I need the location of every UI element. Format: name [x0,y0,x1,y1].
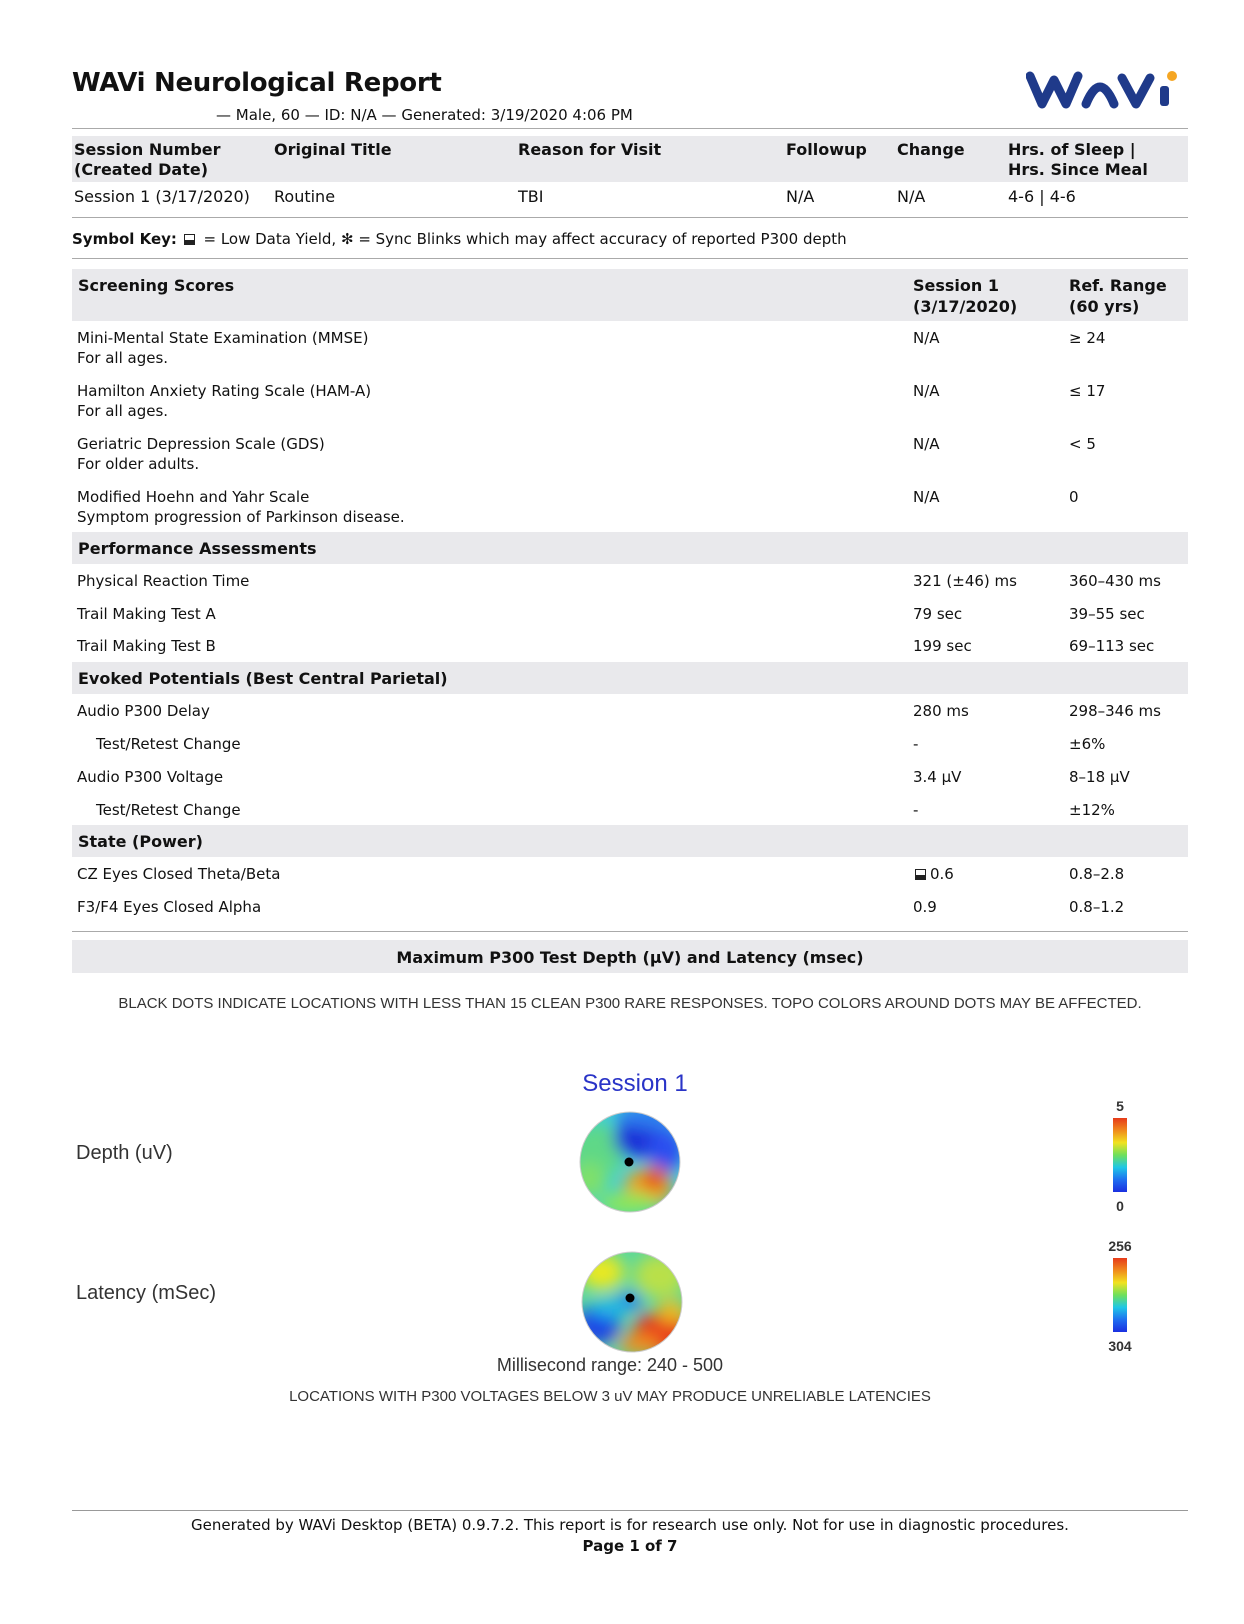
evoked-name: Test/Retest Change [96,735,241,753]
scores-header [72,269,1188,321]
col-change: Change [897,140,965,159]
state-ref: 0.8–2.8 [1069,865,1125,883]
report-title: WAVi Neurological Report [72,68,442,98]
depth-scale-max: 5 [1116,1098,1124,1114]
latency-label: Latency (mSec) [76,1282,217,1304]
performance-band [72,532,1188,564]
screening-name: Geriatric Depression Scale (GDS) [77,435,325,453]
screening-name: Mini-Mental State Examination (MMSE) [77,329,369,347]
evoked-value: - [913,735,919,753]
col-session-number: Session Number (Created Date) [74,140,221,179]
evoked-name: Audio P300 Voltage [77,768,224,786]
screening-desc: For all ages. [77,402,169,420]
state-value: 0.9 [913,898,937,916]
screening-name: Modified Hoehn and Yahr Scale [77,488,310,506]
cell-followup: N/A [786,187,815,206]
evoked-ref: 8–18 µV [1069,768,1130,786]
screening-name: Hamilton Anxiety Rating Scale (HAM-A) [77,382,372,400]
state-name: CZ Eyes Closed Theta/Beta [77,865,281,883]
scores-rule [72,931,1188,932]
performance-ref: 39–55 sec [1069,605,1145,623]
cell-title: Routine [274,187,336,206]
black-dots-note: BLACK DOTS INDICATE LOCATIONS WITH LESS THAN 15 CLEAN P300 RARE RESPONSES. TOPO COLORS AROUND DOTS MAY BE AFFECTED. [118,995,1142,1012]
evoked-value: 280 ms [913,702,969,720]
evoked-value: - [913,801,919,819]
performance-name: Trail Making Test A [77,605,216,623]
evoked-heading: Evoked Potentials (Best Central Parietal) [78,669,448,688]
low-data-text: = Low Data Yield, [198,230,341,248]
col-sleep-meal: Hrs. of Sleep | Hrs. Since Meal [1008,140,1148,179]
screening-scores-heading: Screening Scores [78,276,235,295]
state-value-text: 0.6 [930,865,954,883]
cell-sleep-meal: 4-6 | 4-6 [1008,187,1076,206]
depth-color-scale [1113,1118,1127,1192]
ref-range-heading: Ref. Range (60 yrs) [1069,276,1167,316]
voltage-note: LOCATIONS WITH P300 VOLTAGES BELOW 3 uV MAY PRODUCE UNRELIABLE LATENCIES [289,1388,931,1405]
header-rule [72,128,1188,129]
screening-desc: Symptom progression of Parkinson disease. [77,508,405,526]
cell-change: N/A [897,187,926,206]
state-ref: 0.8–1.2 [1069,898,1125,916]
evoked-ref: ±12% [1069,801,1115,819]
screening-ref: ≥ 24 [1069,329,1106,347]
low-response-dot [625,1158,634,1167]
evoked-value: 3.4 µV [913,768,962,786]
evoked-band [72,662,1188,694]
performance-value: 199 sec [913,637,972,655]
page-number: Page 1 of 7 [582,1537,678,1555]
state-name: F3/F4 Eyes Closed Alpha [77,898,262,916]
screening-desc: For older adults. [77,455,200,473]
col-original-title: Original Title [274,140,392,159]
latency-color-scale [1113,1258,1127,1332]
symbol-key [72,230,847,248]
screening-desc: For all ages. [77,349,169,367]
latency-scale-bottom: 304 [1108,1338,1132,1354]
screening-value: N/A [913,382,940,400]
session-rule [72,217,1188,218]
screening-ref: < 5 [1069,435,1096,453]
low-data-icon [915,869,926,880]
screening-value: N/A [913,435,940,453]
evoked-ref: 298–346 ms [1069,702,1161,720]
cell-reason: TBI [518,187,544,206]
performance-heading: Performance Assessments [78,539,317,558]
report-subtitle: — Male, 60 — ID: N/A — Generated: 3/19/2020 4:06 PM [216,106,633,124]
millisecond-range: Millisecond range: 240 - 500 [496,1355,724,1375]
screening-ref: ≤ 17 [1069,382,1106,400]
depth-label: Depth (uV) [76,1142,173,1164]
state-value [913,864,954,884]
footer-disclaimer: Generated by WAVi Desktop (BETA) 0.9.7.2. This report is for research use only. Not for use in diagnostic procedures. [191,1516,1069,1534]
col-followup: Followup [786,140,867,159]
low-response-dot [626,1294,635,1303]
footer-rule [72,1510,1188,1511]
performance-name: Trail Making Test B [77,637,216,655]
screening-value: N/A [913,329,940,347]
col-reason: Reason for Visit [518,140,662,159]
symbol-key-label: Symbol Key: [72,230,177,248]
performance-value: 79 sec [913,605,963,623]
performance-value: 321 (±46) ms [913,572,1017,590]
session-table-header [72,136,1188,182]
evoked-ref: ±6% [1069,735,1106,753]
session1-heading: Session 1 (3/17/2020) [913,276,1018,316]
screening-value: N/A [913,488,940,506]
cell-session: Session 1 (3/17/2020) [74,187,250,206]
state-heading: State (Power) [78,832,203,851]
latency-scale-top: 256 [1108,1238,1132,1254]
depth-scale-min: 0 [1116,1198,1124,1214]
session-label: Session 1 [582,1070,688,1097]
evoked-name: Audio P300 Delay [77,702,210,720]
performance-ref: 69–113 sec [1069,637,1155,655]
evoked-name: Test/Retest Change [96,801,241,819]
latency-topo-map [580,1250,684,1354]
p300-title: Maximum P300 Test Depth (µV) and Latency (msec) [396,948,864,967]
performance-ref: 360–430 ms [1069,572,1161,590]
symbol-rule [72,258,1188,259]
sync-blink-text: = Sync Blinks which may affect accuracy of reported P300 depth [353,230,847,248]
wavi-logo [1026,66,1186,116]
screening-ref: 0 [1069,488,1079,506]
state-band [72,825,1188,857]
depth-topo-map [578,1110,682,1214]
low-data-icon [184,234,195,245]
performance-name: Physical Reaction Time [77,572,250,590]
sync-blink-icon: ✻ [340,230,354,248]
